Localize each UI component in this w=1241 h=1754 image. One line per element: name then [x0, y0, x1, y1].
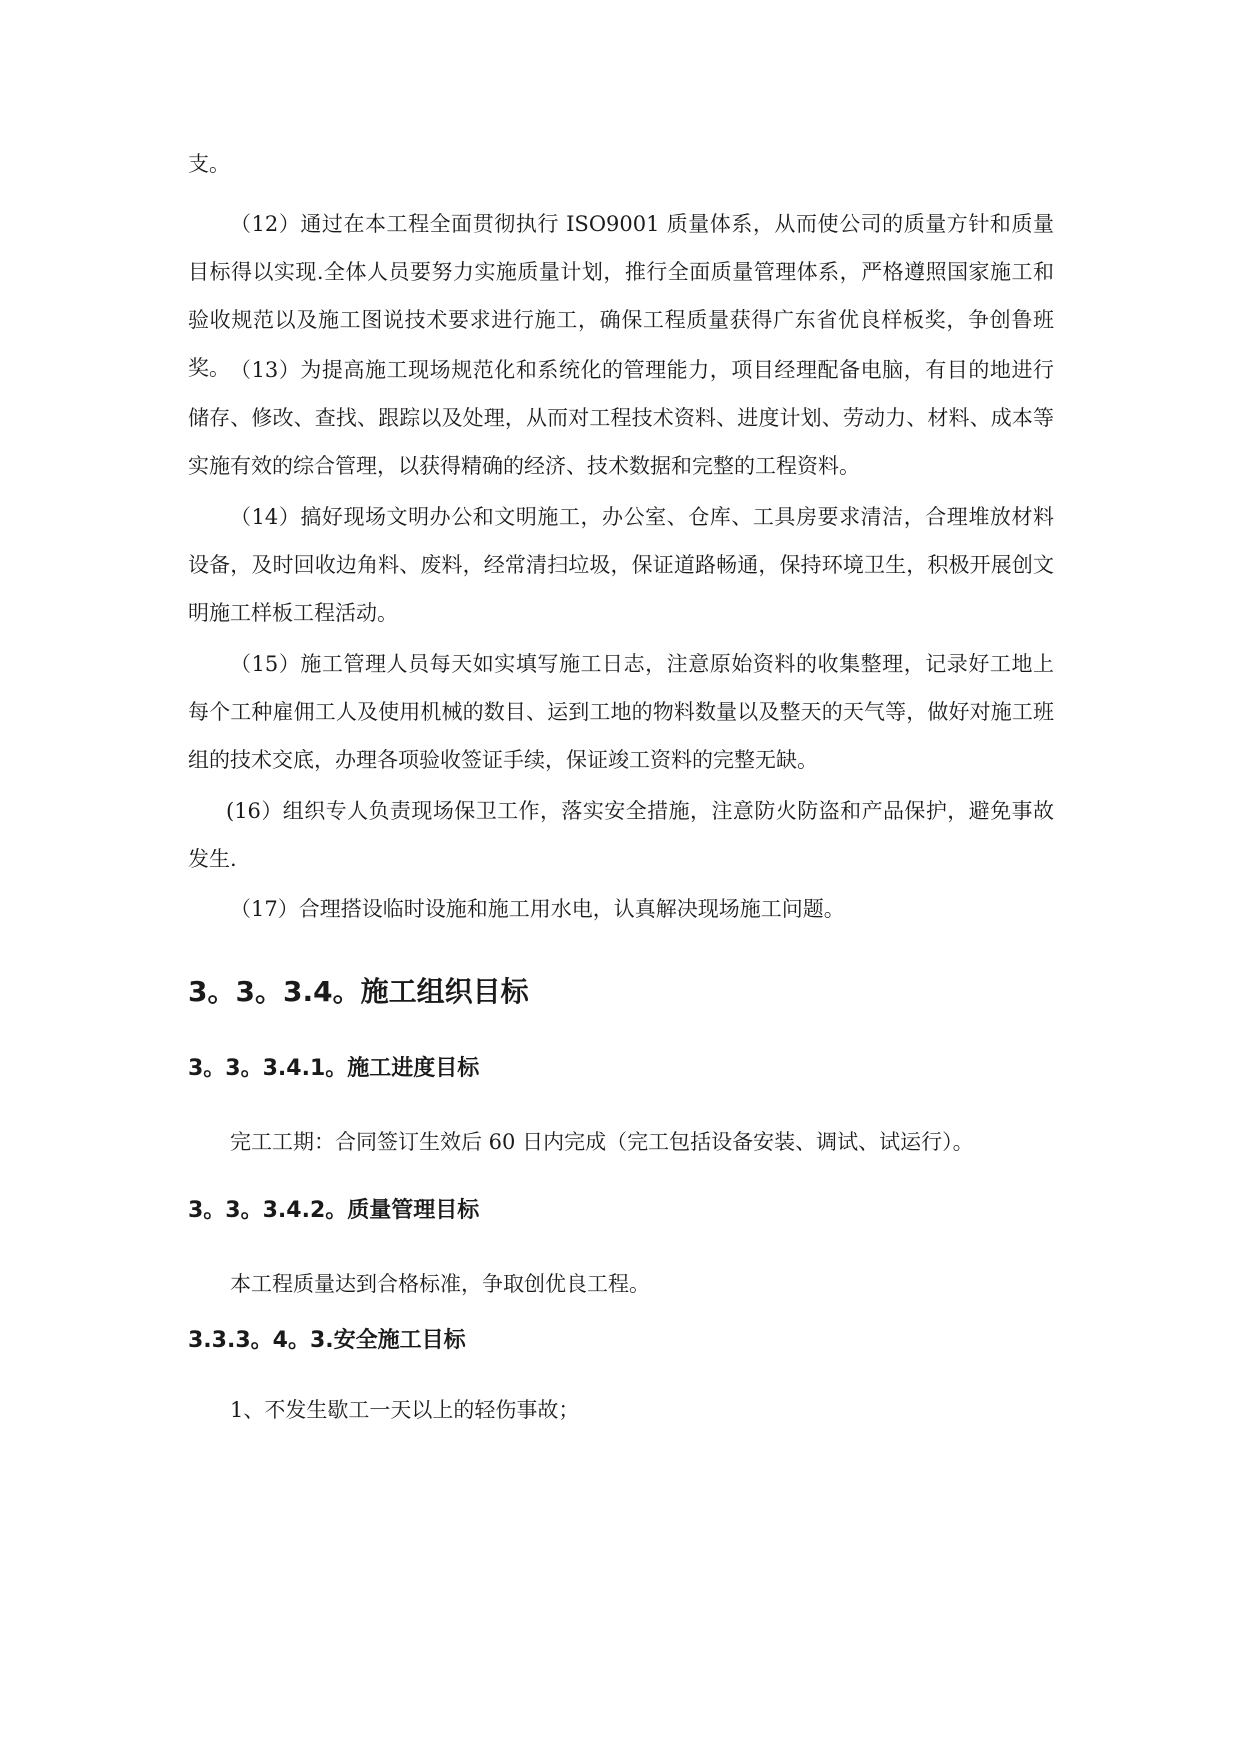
paragraph-item-15: （15）施工管理人员每天如实填写施工日志，注意原始资料的收集整理，记录好工地上每个工种雇佣工人及使用机械的数目、运到工地的物料数量以及整天的天气等，做好对施工班组的技术交底，办理各项验收签证手续，保证竣工资料的完整无缺。 — [188, 652, 1054, 772]
paragraph-continuation: 支。 — [188, 152, 230, 176]
section-heading-33341: 3。3。3.4.1。施工进度目标 — [188, 1056, 480, 1081]
section-heading-33342: 3。3。3.4.2。质量管理目标 — [188, 1198, 480, 1223]
quality-goal-text: 本工程质量达到合格标准，争取创优良工程。 — [230, 1272, 650, 1296]
paragraph-item-16: (16）组织专人负责现场保卫工作，落实安全措施，注意防火防盗和产品保护，避免事故发生. — [188, 799, 1054, 871]
paragraph-item-12: （12）通过在本工程全面贯彻执行 ISO9001 质量体系，从而使公司的质量方针和质量目标得以实现.全体人员要努力实施质量计划，推行全面质量管理体系，严格遵照国家施工和验收规范以及施工图说技术要求进行施工，确保工程质量获得广东省优良样板奖，争创鲁班奖。 — [188, 212, 1054, 380]
section-heading-33343: 3.3.3。4。3.安全施工目标 — [188, 1328, 466, 1353]
safety-goal-item-1: 1、不发生歇工一天以上的轻伤事故； — [230, 1398, 580, 1422]
paragraph-item-17: （17）合理搭设临时设施和施工用水电，认真解决现场施工问题。 — [230, 897, 845, 921]
paragraph-item-13: （13）为提高施工现场规范化和系统化的管理能力，项目经理配备电脑，有目的地进行储存、修改、查找、跟踪以及处理，从而对工程技术资料、进度计划、劳动力、材料、成本等实施有效的综合管理，以获得精确的经济、技术数据和完整的工程资料。 — [188, 358, 1054, 478]
section-heading-3334: 3。3。3.4。施工组织目标 — [188, 975, 529, 1008]
schedule-goal-text: 完工工期：合同签订生效后 60 日内完成（完工包括设备安装、调试、试运行）。 — [230, 1130, 974, 1154]
paragraph-item-14: （14）搞好现场文明办公和文明施工，办公室、仓库、工具房要求清洁，合理堆放材料设备，及时回收边角料、废料，经常清扫垃圾，保证道路畅通，保持环境卫生，积极开展创文明施工样板工程活动。 — [188, 505, 1054, 625]
